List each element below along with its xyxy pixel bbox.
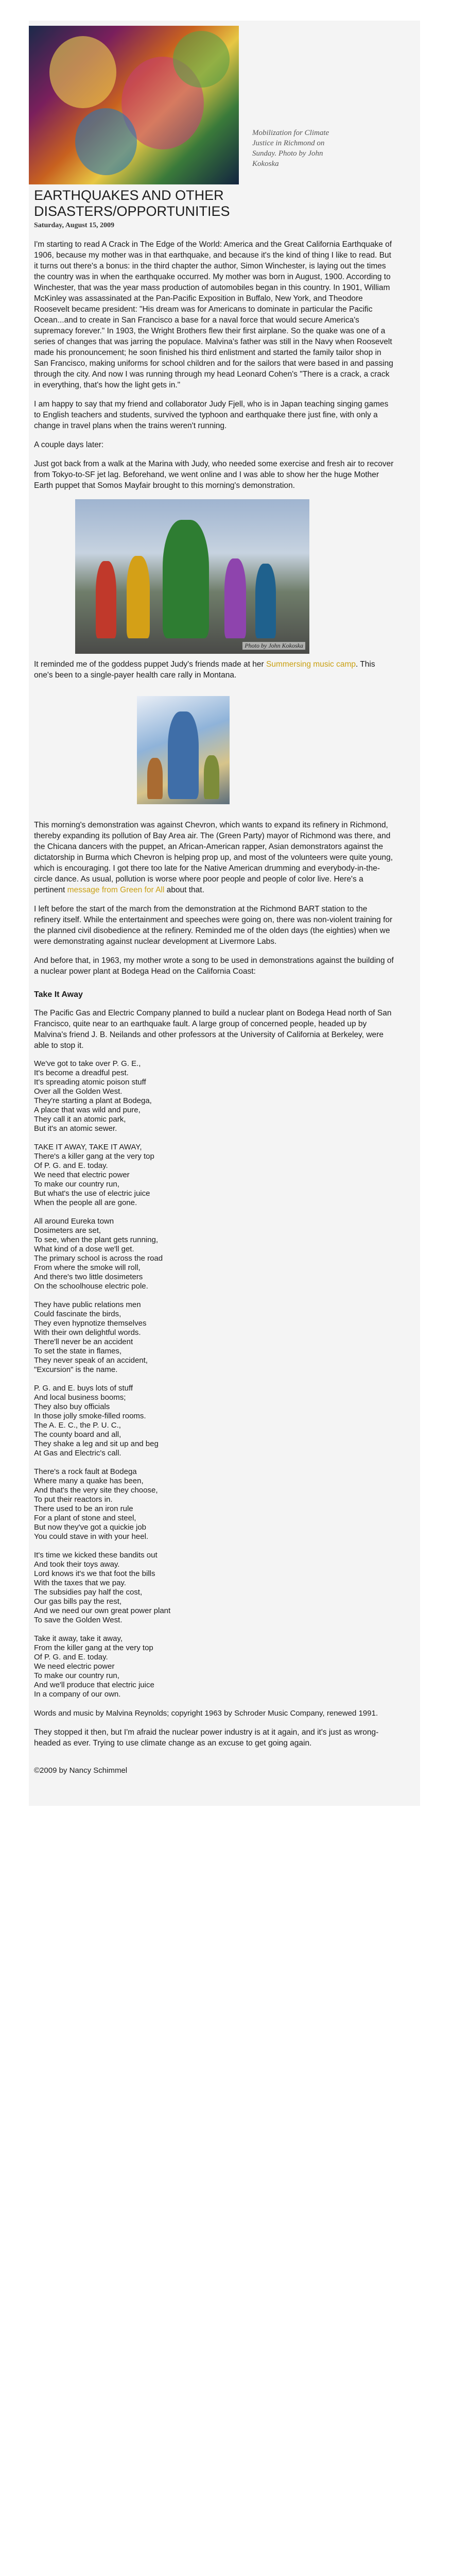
song-stanza — [34, 1143, 394, 1208]
lyric-line: Our gas bills pay the rest, — [34, 1597, 122, 1606]
goddess-puppet-photo — [137, 696, 230, 804]
paragraph: I am happy to say that my friend and collaborator Judy Fjell, who is in Japan teaching singing games to English teachers and students, survived the typhoon and earthquake there just fine, with only a change in travel plans when the trains weren't running. — [34, 400, 389, 430]
lyric-line: There's a killer gang at the very top — [34, 1152, 154, 1161]
photo-credit: Photo by John Kokoska — [242, 642, 305, 650]
text: about that. — [164, 886, 204, 894]
lyric-line: From where the smoke will roll, — [34, 1263, 141, 1272]
lyric-line: Of P. G. and E. today. — [34, 1653, 108, 1662]
lyric-line: It's time we kicked these bandits out — [34, 1551, 158, 1560]
hero-caption: Mobilization for Climate Justice in Richmond on Sunday. Photo by John Kokoska — [252, 129, 329, 168]
lyric-line: A place that was wild and pure, — [34, 1106, 141, 1114]
text: . This one's been to a single-payer health care rally in Montana. — [34, 660, 375, 680]
paragraph: Just got back from a walk at the Marina with Judy, who needed some exercise and fresh air to recover from Tokyo-to-SF jet lag. Beforehand, we went online and I was able to show her the huge Mother Earth puppet that Somos Mayfair brought to this morning's demonstration. — [34, 460, 394, 490]
lyric-line: We need that electric power — [34, 1171, 130, 1179]
lyric-line: There'll never be an accident — [34, 1337, 133, 1346]
lyric-line: Of P. G. and E. today. — [34, 1161, 108, 1170]
paragraph — [34, 820, 394, 895]
lyric-line: Could fascinate the birds, — [34, 1310, 121, 1318]
lyric-line: And took their toys away. — [34, 1560, 120, 1569]
paragraph — [34, 659, 394, 681]
article-header — [29, 188, 394, 230]
lyric-line: They call it an atomic park, — [34, 1115, 126, 1124]
lyric-line: We've got to take over P. G. E., — [34, 1059, 141, 1068]
green-for-all-link[interactable]: message from Green for All — [67, 886, 165, 894]
song-stanza — [34, 1551, 394, 1625]
song-title: Take It Away — [34, 990, 83, 999]
lyric-line: "Excursion" is the name. — [34, 1365, 118, 1374]
lyric-line: To see, when the plant gets running, — [34, 1235, 158, 1244]
lyric-line: They even hypnotize themselves — [34, 1319, 147, 1328]
song-intro: The Pacific Gas and Electric Company planned to build a nuclear plant on Bodega Head north of San Francisco, quite near to an earthquake fault. A large group of concerned people, headed up by Malvina's friend J. B. Neilands and other professors at the University of California at Berkeley, were able to stop it. — [34, 1009, 392, 1050]
lyric-line: They're starting a plant at Bodega, — [34, 1096, 152, 1105]
lyric-line: The primary school is across the road — [34, 1254, 163, 1263]
song-lyrics — [34, 1059, 394, 1699]
lyric-line: And that's the very site they choose, — [34, 1486, 158, 1495]
paragraph: I left before the start of the march from the demonstration at the Richmond BART station to the refinery itself. While the entertainment and speeches were going on, there was non-violent training for the planned civil disobedience at the refinery. Reminded me of the olden days (the eighties) when we were demonstrating against nuclear development at Livermore Labs. — [34, 905, 393, 946]
lyric-line: TAKE IT AWAY, TAKE IT AWAY, — [34, 1143, 142, 1151]
lyric-line: It's become a dreadful pest. — [34, 1069, 129, 1077]
demonstration-photo — [75, 499, 309, 654]
closing-paragraph: They stopped it then, but I'm afraid the nuclear power industry is at it again, and it's just as wrong-headed as ever. Trying to use climate change as an excuse to get going again. — [34, 1728, 379, 1748]
lyric-line: Lord knows it's we that foot the bills — [34, 1569, 155, 1578]
text: This morning's demonstration was against Chevron, which wants to expand its refinery in Richmond, thereby expanding its pollution of Bay Area air. The (Green Party) mayor of Richmond was there, and the Chicana dancers with the puppet, an African-American rapper, Asian demonstrators against the dictatorship in Burma which Chevron is helping prop up, and most of the volunteers were quite young, which is encouraging. I got there too late for the Native American drumming and everybody-in-the-circle dance. As usual, pollution is worse where poor people and people of color live. Here's a pertinent — [34, 821, 393, 894]
lyric-line: P. G. and E. buys lots of stuff — [34, 1384, 133, 1393]
song-stanza — [34, 1384, 394, 1458]
hero-section — [29, 26, 420, 184]
lyric-line: The subsidies pay half the cost, — [34, 1588, 143, 1597]
article-body — [29, 239, 394, 1775]
lyric-line: Dosimeters are set, — [34, 1226, 101, 1235]
lyric-line: At Gas and Electric's call. — [34, 1449, 121, 1458]
lyric-line: The A. E. C., the P. U. C., — [34, 1421, 121, 1430]
lyric-line: For a plant of stone and steel, — [34, 1514, 136, 1522]
hero-photo — [29, 26, 239, 184]
lyric-line: To save the Golden West. — [34, 1616, 123, 1624]
lyric-line: It's spreading atomic poison stuff — [34, 1078, 146, 1087]
lyric-line: What kind of a dose we'll get. — [34, 1245, 134, 1253]
lyric-line: And we'll produce that electric juice — [34, 1681, 154, 1689]
article-page — [29, 21, 420, 1806]
lyric-line: From the killer gang at the very top — [34, 1643, 153, 1652]
lyric-line: The county board and all, — [34, 1430, 121, 1439]
copyright-footer: ©2009 by Nancy Schimmel — [34, 1766, 128, 1775]
song-stanza — [34, 1300, 394, 1375]
lyric-line: Over all the Golden West. — [34, 1087, 123, 1096]
lyric-line: They never speak of an accident, — [34, 1356, 148, 1365]
lyric-line: To make our country run, — [34, 1671, 119, 1680]
lyric-line: All around Eureka town — [34, 1217, 114, 1226]
song-credit: Words and music by Malvina Reynolds; copyright 1963 by Schroder Music Company, renewed 1991. — [34, 1709, 378, 1718]
page-title: EARTHQUAKES AND OTHER DISASTERS/OPPORTUNITIES — [34, 188, 230, 219]
song-stanza — [34, 1634, 394, 1699]
lyric-line: They also buy officials — [34, 1402, 110, 1411]
lyric-line: To make our country run, — [34, 1180, 119, 1189]
lyric-line: And there's two little dosimeters — [34, 1273, 143, 1281]
lyric-line: But now they've got a quickie job — [34, 1523, 146, 1532]
post-date: Saturday, August 15, 2009 — [34, 222, 114, 229]
song-stanza — [34, 1217, 394, 1291]
lyric-line: On the schoolhouse electric pole. — [34, 1282, 148, 1291]
lyric-line: With their own delightful words. — [34, 1328, 141, 1337]
lyric-line: Take it away, take it away, — [34, 1634, 123, 1643]
lyric-line: And local business booms; — [34, 1393, 126, 1402]
lyric-line: There used to be an iron rule — [34, 1504, 133, 1513]
lyric-line: And we need our own great power plant — [34, 1606, 171, 1615]
song-stanza — [34, 1467, 394, 1541]
lyric-line: When the people all are gone. — [34, 1198, 137, 1207]
paragraph: And before that, in 1963, my mother wrote a song to be used in demonstrations against the building of a nuclear power plant at Bodega Head on the California Coast: — [34, 956, 394, 976]
paragraph: I'm starting to read A Crack in The Edge of the World: America and the Great California Earthquake of 1906, because my mother was in that earthquake, and because it's the kind of thing I like to read. But it turns out there's a bonus: in the third chapter the author, Simon Winchester, is laying out the times the country was in when the earthquake occurred. My mother was born in August, 1900. According to Winchester, that was the year mass production of automobiles began in this country. In 1901, William McKinley was assassinated at the Pan-Pacific Exposition in Buffalo, New York, and Theodore Roosevelt became president: "His dream was for Americans to dominate in particular the Pacific Ocean...and to create in San Francisco a base for a naval force that would secure America's supremacy forever." In 1903, the Wright Brothers flew their first airplane. So the quake was one of a series of changes that was jarring the populace. Malvina's father was still in the Navy when Roosevelt made his pronouncement; he soon finished his third enlistment and started the family tailor shop in San Francisco, making uniforms for school children and for the sailors that were based in and passing through the city. And now I was running through my head Leonard Cohen's "There is a crack, a crack in everything, that's how the light gets in." — [34, 240, 393, 389]
text: It reminded me of the goddess puppet Judy's friends made at her — [34, 660, 266, 669]
lyric-line: We need electric power — [34, 1662, 115, 1671]
lyric-line: In those jolly smoke-filled rooms. — [34, 1412, 146, 1420]
paragraph: A couple days later: — [34, 440, 104, 449]
lyric-line: Where many a quake has been, — [34, 1477, 144, 1485]
lyric-line: You could stave in with your heel. — [34, 1532, 149, 1541]
lyric-line: There's a rock fault at Bodega — [34, 1467, 137, 1476]
lyric-line: With the taxes that we pay. — [34, 1579, 126, 1587]
summersing-link[interactable]: Summersing music camp — [266, 660, 356, 669]
lyric-line: They shake a leg and sit up and beg — [34, 1439, 159, 1448]
song-stanza — [34, 1059, 394, 1133]
lyric-line: In a company of our own. — [34, 1690, 121, 1699]
lyric-line: But it's an atomic sewer. — [34, 1124, 117, 1133]
lyric-line: But what's the use of electric juice — [34, 1189, 150, 1198]
lyric-line: They have public relations men — [34, 1300, 141, 1309]
lyric-line: To put their reactors in. — [34, 1495, 113, 1504]
lyric-line: To set the state in flames, — [34, 1347, 122, 1355]
